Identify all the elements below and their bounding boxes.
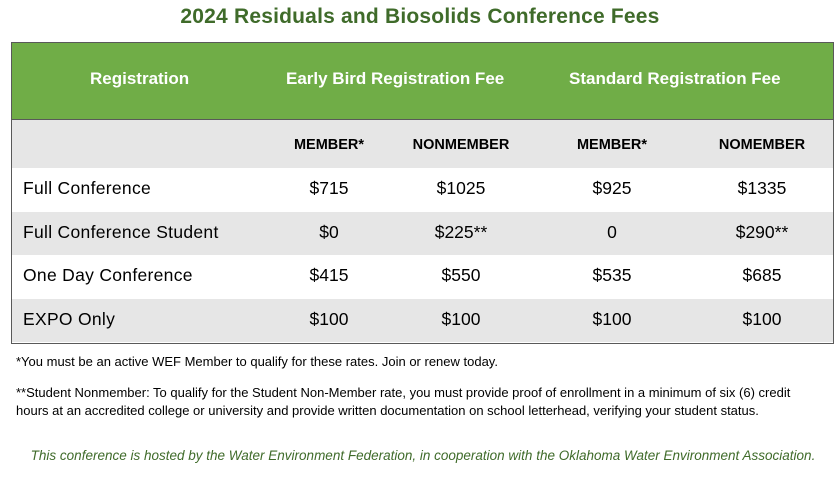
std-nonmember-fee: $100: [742, 309, 782, 329]
page-title: 2024 Residuals and Biosolids Conference Fees: [180, 5, 660, 28]
eb-nonmember-fee: $550: [441, 265, 481, 285]
std-nonmember-fee: $1335: [737, 178, 787, 198]
eb-nonmember-fee: $100: [441, 309, 481, 329]
row-label: One Day Conference: [23, 265, 193, 285]
row-label: EXPO Only: [23, 309, 116, 329]
table-row: [12, 168, 833, 211]
host-statement: This conference is hosted by the Water Environment Federation, in cooperation with the Oklahoma Water Environment Association.: [30, 448, 816, 463]
std-member-fee: $535: [592, 265, 632, 285]
member-footnote: *You must be an active WEF Member to qualify for these rates. Join or renew today.: [16, 354, 498, 369]
eb-nonmember-fee: $1025: [436, 178, 486, 198]
row-label: Full Conference: [23, 178, 152, 198]
fee-table: [11, 42, 834, 344]
header-registration: Registration: [90, 69, 190, 88]
eb-member-fee: $415: [309, 265, 349, 285]
table-header: [12, 43, 833, 120]
eb-member-fee: $0: [319, 222, 339, 242]
subheader-eb-nonmember: NONMEMBER: [412, 137, 510, 153]
student-footnote: **Student Nonmember: To qualify for the Student Non-Member rate, you must provide proof of enrollment in a minimum of six (6) credit hours at an accredited college or university and provide written documentation on school letterhead, verifying your student status.: [16, 385, 791, 418]
eb-nonmember-fee: $225**: [434, 222, 488, 242]
std-member-fee: $100: [592, 309, 632, 329]
eb-member-fee: $715: [309, 178, 349, 198]
eb-member-fee: $100: [309, 309, 349, 329]
subheader-std-nonmember: NOMEMBER: [718, 137, 806, 153]
std-nonmember-fee: $685: [742, 265, 782, 285]
header-early-bird: Early Bird Registration Fee: [286, 69, 505, 88]
std-member-fee: 0: [607, 222, 617, 242]
std-member-fee: $925: [592, 178, 632, 198]
std-nonmember-fee: $290**: [735, 222, 789, 242]
row-label: Full Conference Student: [23, 222, 219, 242]
table-row: [12, 299, 833, 342]
table-row: [12, 255, 833, 298]
table-row: [12, 212, 833, 255]
subheader-std-member: MEMBER*: [576, 137, 648, 153]
subheader-eb-member: MEMBER*: [293, 137, 365, 153]
header-standard: Standard Registration Fee: [569, 69, 781, 88]
